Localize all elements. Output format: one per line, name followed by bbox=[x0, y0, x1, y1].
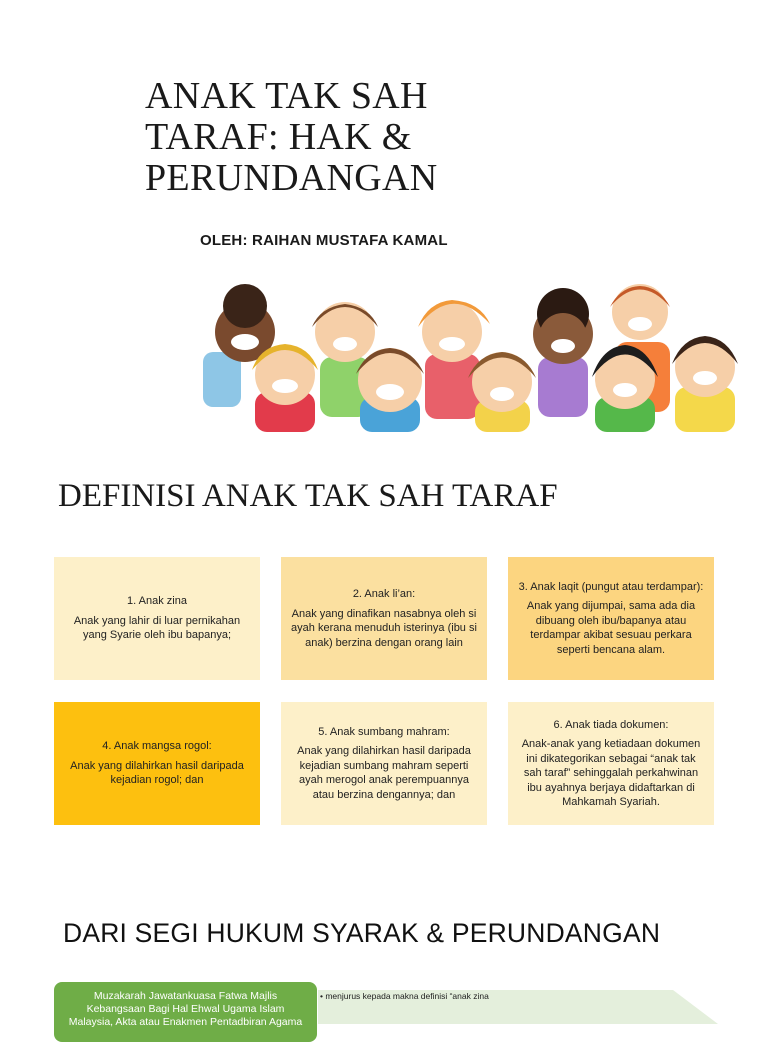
card-body: Anak yang lahir di luar pernikahan yang Syarie oleh ibu bapanya; bbox=[73, 614, 241, 642]
card-body: Anak yang dijumpai, sama ada dia dibuang oleh ibu/bapanya atau terdampar akibat sesuau perkara seperti bencana alam. bbox=[526, 600, 696, 656]
definition-heading: DEFINISI ANAK TAK SAH TARAF bbox=[58, 478, 558, 514]
author-byline: OLEH: RAIHAN MUSTAFA KAMAL bbox=[200, 232, 448, 249]
child-8 bbox=[468, 352, 536, 432]
card-heading: 4. Anak mangsa rogol: bbox=[102, 740, 212, 753]
title-line-3: PERUNDANGAN bbox=[145, 157, 438, 199]
definition-card-1 bbox=[54, 557, 260, 680]
card-body: Anak yang dinafikan nasabnya oleh si ayah kerana menuduh isterinya (ibu si anak) berzina dengan orang lain bbox=[291, 607, 477, 649]
card-body: Anak-anak yang ketiadaan dokumen ini dikategorikan sebagai “anak tak sah taraf” sehinggalah perkahwinan ibu ayahnya berjaya didaftarkan di Mahkamah Syariah. bbox=[521, 738, 701, 808]
child-9 bbox=[592, 345, 658, 432]
card-body: Anak yang dilahirkan hasil daripada kejadian sumbang mahram seperti ayah merogol anak perempuannya atau berzina dengannya; dan bbox=[297, 745, 471, 801]
card-heading: 2. Anak li’an: bbox=[352, 588, 416, 600]
page-title bbox=[145, 76, 485, 199]
children-illustration bbox=[200, 282, 750, 432]
child-4 bbox=[533, 288, 593, 417]
card-body: Anak yang dilahirkan hasil daripada kejadian rogol; dan bbox=[70, 759, 244, 787]
fatwa-box bbox=[54, 982, 317, 1042]
fatwa-line-2: Kebangsaan Bagi Hal Ehwal Ugama Islam bbox=[86, 1003, 285, 1015]
fatwa-line-3: Malaysia, Akta atau Enakmen Pentadbiran Agama bbox=[68, 1016, 303, 1028]
child-10 bbox=[672, 336, 738, 432]
card-heading: 3. Anak laqit (pungut atau terdampar): bbox=[518, 580, 704, 593]
definition-card-3 bbox=[508, 557, 714, 680]
card-heading: 5. Anak sumbang mahram: bbox=[318, 725, 450, 738]
title-line-2: TARAF: HAK & bbox=[145, 116, 412, 158]
child-6 bbox=[252, 344, 318, 432]
card-heading: 1. Anak zina bbox=[127, 595, 187, 608]
definition-card-2 bbox=[281, 557, 487, 680]
fatwa-line-1: Muzakarah Jawatankuasa Fatwa Majlis bbox=[93, 990, 278, 1002]
arrow-band bbox=[318, 982, 718, 1024]
bullet-text: • menjurus kepada makna definisi “anak zina bbox=[320, 991, 489, 1001]
law-heading: DARI SEGI HUKUM SYARAK & PERUNDANGAN bbox=[63, 918, 661, 948]
definition-card-5 bbox=[281, 702, 487, 825]
title-line-1: ANAK TAK SAH bbox=[145, 75, 428, 117]
definition-card-6 bbox=[508, 702, 714, 825]
card-heading: 6. Anak tiada dokumen: bbox=[553, 718, 669, 731]
definition-card-4 bbox=[54, 702, 260, 825]
child-7 bbox=[356, 348, 424, 432]
